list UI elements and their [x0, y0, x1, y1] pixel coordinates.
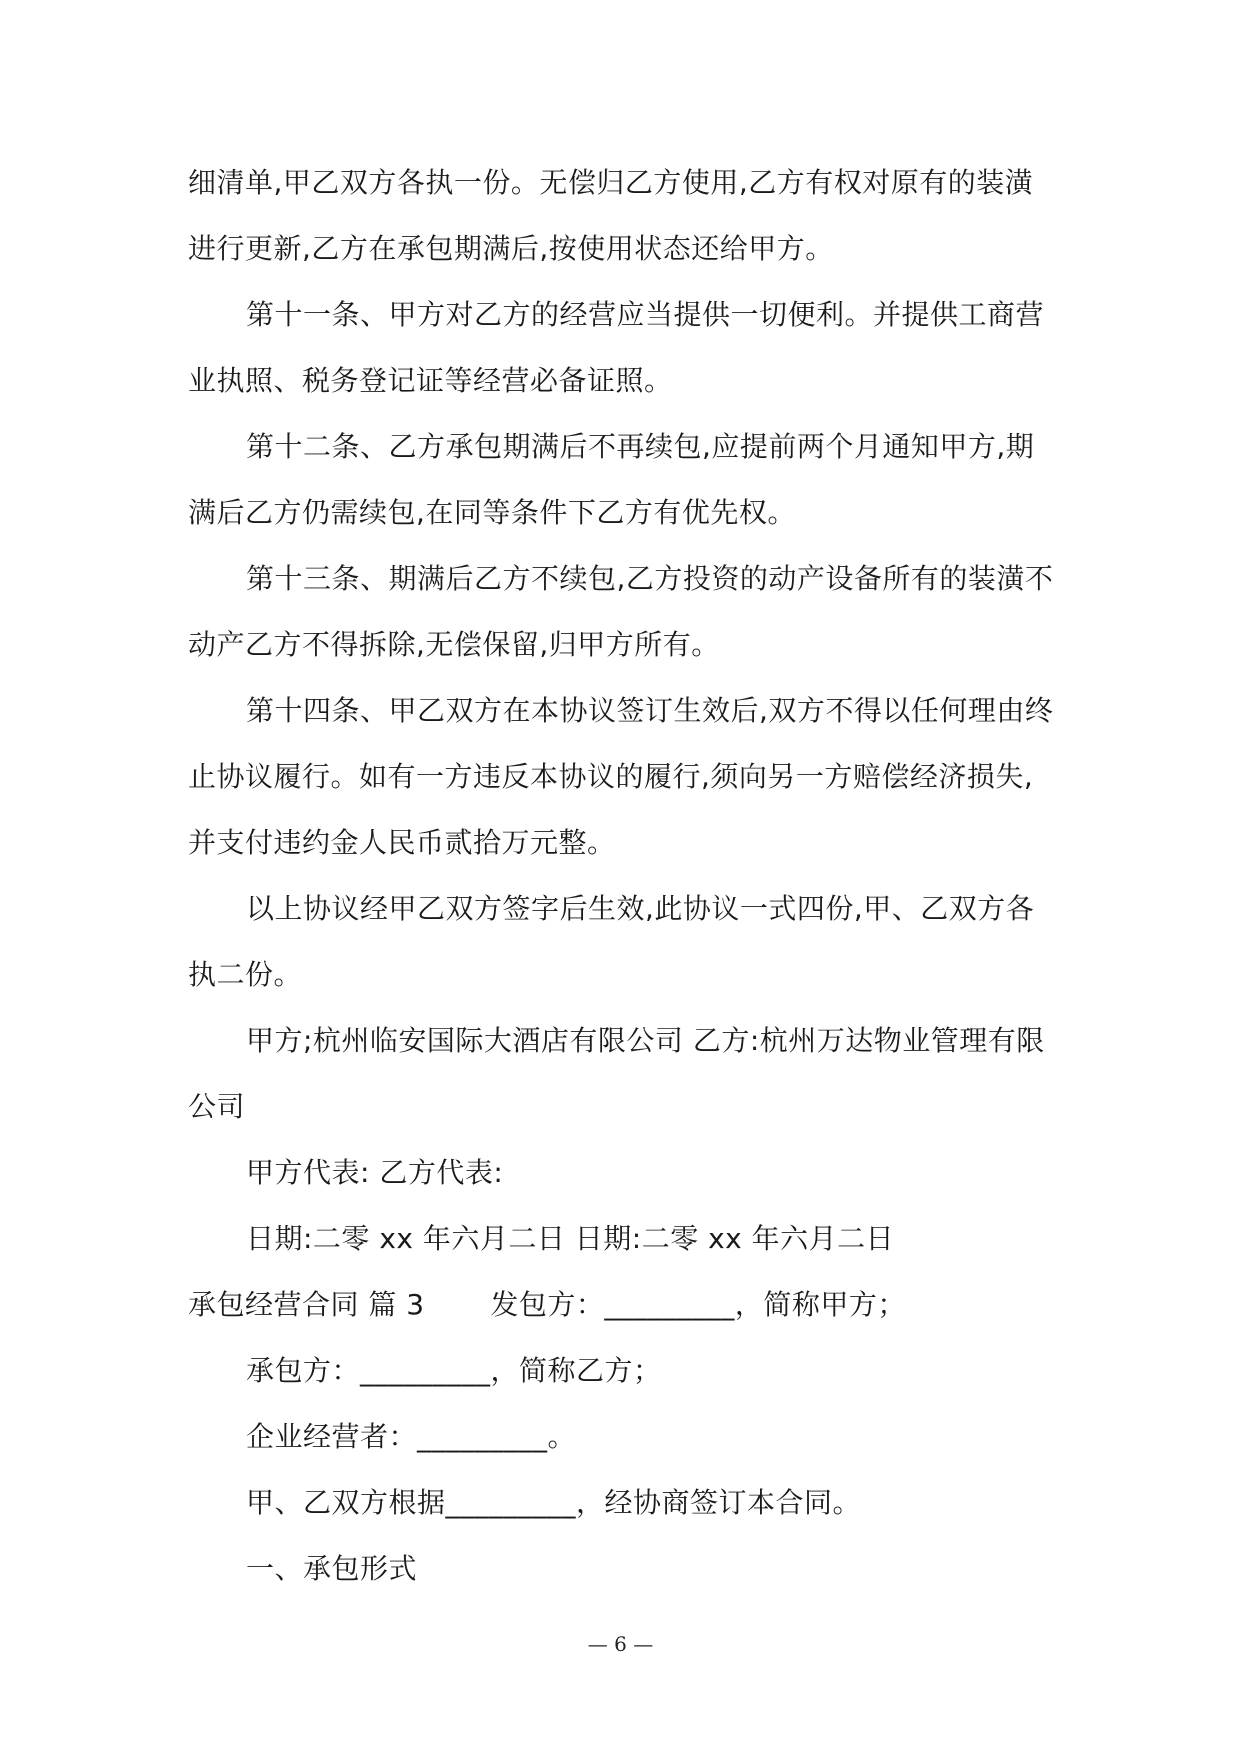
paragraph-effect: 以上协议经甲乙双方签字后生效,此协议一式四份,甲、乙双方各执二份。	[188, 892, 1035, 991]
page-number: — 6 —	[587, 1632, 654, 1656]
paragraph-dates: 日期:二零 xx 年六月二日 日期:二零 xx 年六月二日	[246, 1222, 895, 1255]
paragraph-article-13: 第十三条、期满后乙方不续包,乙方投资的动产设备所有的装潢不动产乙方不得拆除,无偿保留,归甲方所有。	[188, 562, 1054, 661]
paragraph-operator: 企业经营者：_________。	[246, 1420, 577, 1453]
paragraph-article-11: 第十一条、甲方对乙方的经营应当提供一切便利。并提供工商营业执照、税务登记证等经营必备证照。	[188, 298, 1045, 397]
paragraph-article-14: 第十四条、甲乙双方在本协议签订生效后,双方不得以任何理由终止协议履行。如有一方违反本协议的履行,须向另一方赔偿经济损失,并支付违约金人民币贰拾万元整。	[188, 694, 1054, 859]
document-body	[188, 150, 1056, 1602]
paragraph-article-12: 第十二条、乙方承包期满后不再续包,应提前两个月通知甲方,期满后乙方仍需续包,在同等条件下乙方有优先权。	[188, 430, 1035, 529]
paragraph-contract-3-heading: 承包经营合同 篇 3 发包方：_________，简称甲方；	[188, 1288, 906, 1321]
paragraph-parties: 甲方;杭州临安国际大酒店有限公司 乙方:杭州万达物业管理有限公司	[188, 1024, 1045, 1123]
paragraph-representatives: 甲方代表: 乙方代表:	[246, 1156, 504, 1189]
section-heading-contract-form: 一、承包形式	[246, 1552, 418, 1585]
paragraph-contractor: 承包方：_________，简称乙方；	[246, 1354, 662, 1387]
paragraph-basis: 甲、乙双方根据_________，经协商签订本合同。	[246, 1486, 862, 1519]
paragraph-1: 细清单,甲乙双方各执一份。无偿归乙方使用,乙方有权对原有的装潢进行更新,乙方在承包期满后,按使用状态还给甲方。	[188, 166, 1034, 265]
